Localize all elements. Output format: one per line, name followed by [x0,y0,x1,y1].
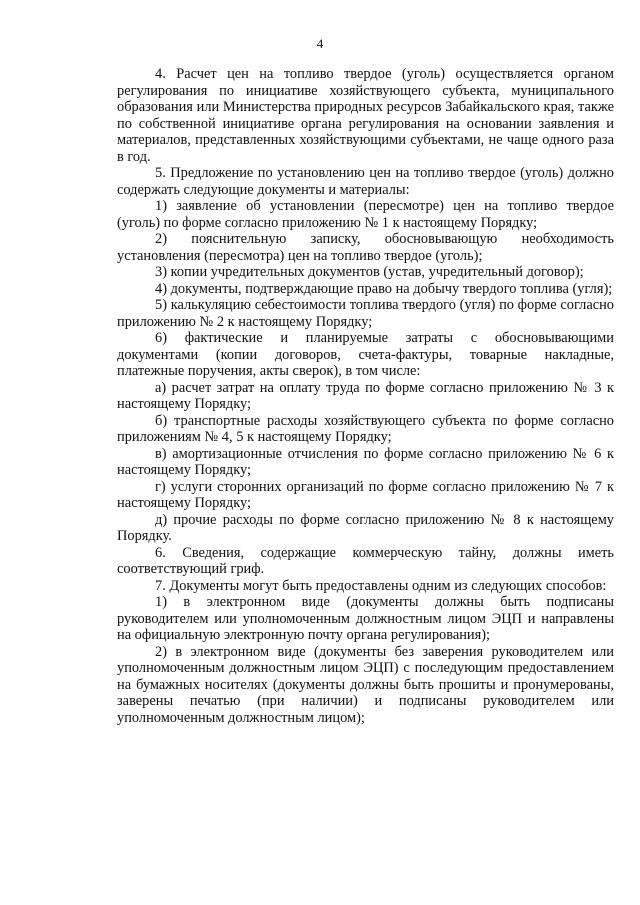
paragraph-5-proposal: 5. Предложение по установлению цен на топливо твердое (уголь) должно содержать следующие документы и материалы: [117,165,614,198]
submission-method-2: 2) в электронном виде (документы без заверения руководителем или уполномоченным должностным лицом ЭЦП) с последующим предоставлением на бумажных носителях (документы должны быть прошиты и пронумерованы, заверены печатью (при наличии) и подписаны руководителем или уполномоченным должностным лицом); [117,643,614,726]
paragraph-6-confidential: 6. Сведения, содержащие коммерческую тайну, должны иметь соответствующий гриф. [117,544,614,577]
list-item-5: 5) калькуляцию себестоимости топлива твердого (угля) по форме согласно приложению № 2 к настоящему Порядку; [117,297,614,330]
paragraph-4-pricing: 4. Расчет цен на топливо твердое (уголь) осуществляется органом регулирования по инициативе хозяйствующего субъекта, муниципального образования или Министерства природных ресурсов Забайкальского края, также по собственной инициативе органа регулирования на основании заявления и материалов, представленных хозяйствующими субъектами, не чаще одного раза в год. [117,66,614,165]
list-item-2: 2) пояснительную записку, обосновывающую необходимость установления (пересмотра) цен на топливо твердое (уголь); [117,231,614,264]
sub-item-d: д) прочие расходы по форме согласно приложению № 8 к настоящему Порядку. [117,511,614,544]
paragraph-7-submission: 7. Документы могут быть предоставлены одним из следующих способов: [155,577,607,594]
sub-item-v: в) амортизационные отчисления по форме согласно приложению № 6 к настоящему Порядку; [117,445,614,478]
sub-item-a: а) расчет затрат на оплату труда по форме согласно приложению № 3 к настоящему Порядку; [117,379,614,412]
sub-item-g: г) услуги сторонних организаций по форме согласно приложению № 7 к настоящему Порядку; [117,478,614,511]
document-body [117,66,614,726]
list-item-1: 1) заявление об установлении (пересмотре) цен на топливо твердое (уголь) по форме согласно приложению № 1 к настоящему Порядку; [117,198,614,231]
list-item-4: 4) документы, подтверждающие право на добычу твердого топлива (угля); [155,280,613,297]
list-item-3: 3) копии учредительных документов (устав, учредительный договор); [155,264,584,280]
list-item-6: 6) фактические и планируемые затраты с обосновывающими документами (копии договоров, счета-фактуры, товарные накладные, платежные поручения, акты сверок), в том числе: [117,330,614,379]
sub-item-b: б) транспортные расходы хозяйствующего субъекта по форме согласно приложениям № 4, 5 к настоящему Порядку; [117,412,614,445]
page-number: 4 [316,36,324,51]
submission-method-1: 1) в электронном виде (документы должны быть подписаны руководителем или уполномоченным должностным лицом ЭЦП и направлены на официальную электронную почту органа регулирования); [117,594,614,643]
